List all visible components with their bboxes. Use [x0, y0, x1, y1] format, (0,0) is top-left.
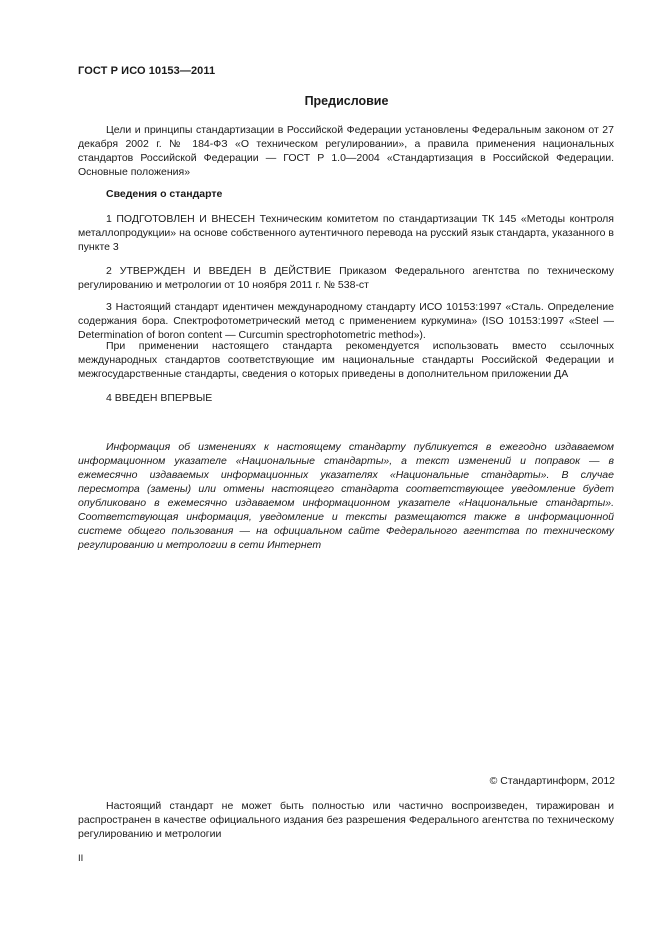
list-item-4: 4 ВВЕДЕН ВПЕРВЫЕ — [106, 392, 213, 404]
section-heading: Сведения о стандарте — [106, 188, 223, 200]
notice-paragraph: Информация об изменениях к настоящему стандарту публикуется в ежегодно издаваемом информационном указателе «Национальные стандарты», а текст изменений и поправок — в ежемесячно издаваемых информационных указателях «Национальные стандарты». В случае пересмотра (замены) или отмены настоящего стандарта соответствующее уведомление будет опубликовано в ежемесячно издаваемом информационном указателе «Национальные стандарты». Соответствующая информация, уведомление и тексты размещаются также в информационной системе общего пользования — на официальном сайте Федерального агентства по техническому регулированию и метрологии в сети Интернет — [78, 441, 614, 551]
intro-paragraph: Цели и принципы стандартизации в Российской Федерации установлены Федеральным законом от 27 декабря 2002 г. № 184-ФЗ «О техническом регулировании», а правила применения национальных стандартов Российской Федерации — ГОСТ Р 1.0—2004 «Стандартизация в Российской Федерации. Основные положения» — [78, 124, 614, 178]
list-item-1: 1 ПОДГОТОВЛЕН И ВНЕСЕН Техническим комитетом по стандартизации ТК 145 «Методы контроля металлопродукции» на основе собственного аутентичного перевода на русский язык стандарта, указанного в пункте 3 — [78, 213, 614, 253]
list-item-3: 3 Настоящий стандарт идентичен международному стандарту ИСО 10153:1997 «Сталь. Определение содержания бора. Спектрофотометрический метод с применением куркумина» (ISO 10153:1997 «Steel — Determination of boron content — Curcumin spectrophotometric method»). — [78, 301, 614, 341]
page-number: II — [78, 853, 84, 864]
page-title: Предисловие — [304, 94, 389, 108]
list-item-2: 2 УТВЕРЖДЕН И ВВЕДЕН В ДЕЙСТВИЕ Приказом Федерального агентства по техническому регулированию и метрологии от 10 ноября 2011 г. № 538-ст — [78, 265, 614, 291]
list-item-3-note: При применении настоящего стандарта рекомендуется использовать вместо ссылочных международных стандартов соответствующие им национальные стандарты Российской Федерации и межгосударственные стандарты, сведения о которых приведены в дополнительном приложении ДА — [78, 340, 614, 380]
legal-paragraph: Настоящий стандарт не может быть полностью или частично воспроизведен, тиражирован и распространен в качестве официального издания без разрешения Федерального агентства по техническому регулированию и метрологии — [78, 800, 614, 840]
copyright-line: © Стандартинформ, 2012 — [489, 775, 615, 787]
document-code-header: ГОСТ Р ИСО 10153—2011 — [78, 65, 216, 77]
